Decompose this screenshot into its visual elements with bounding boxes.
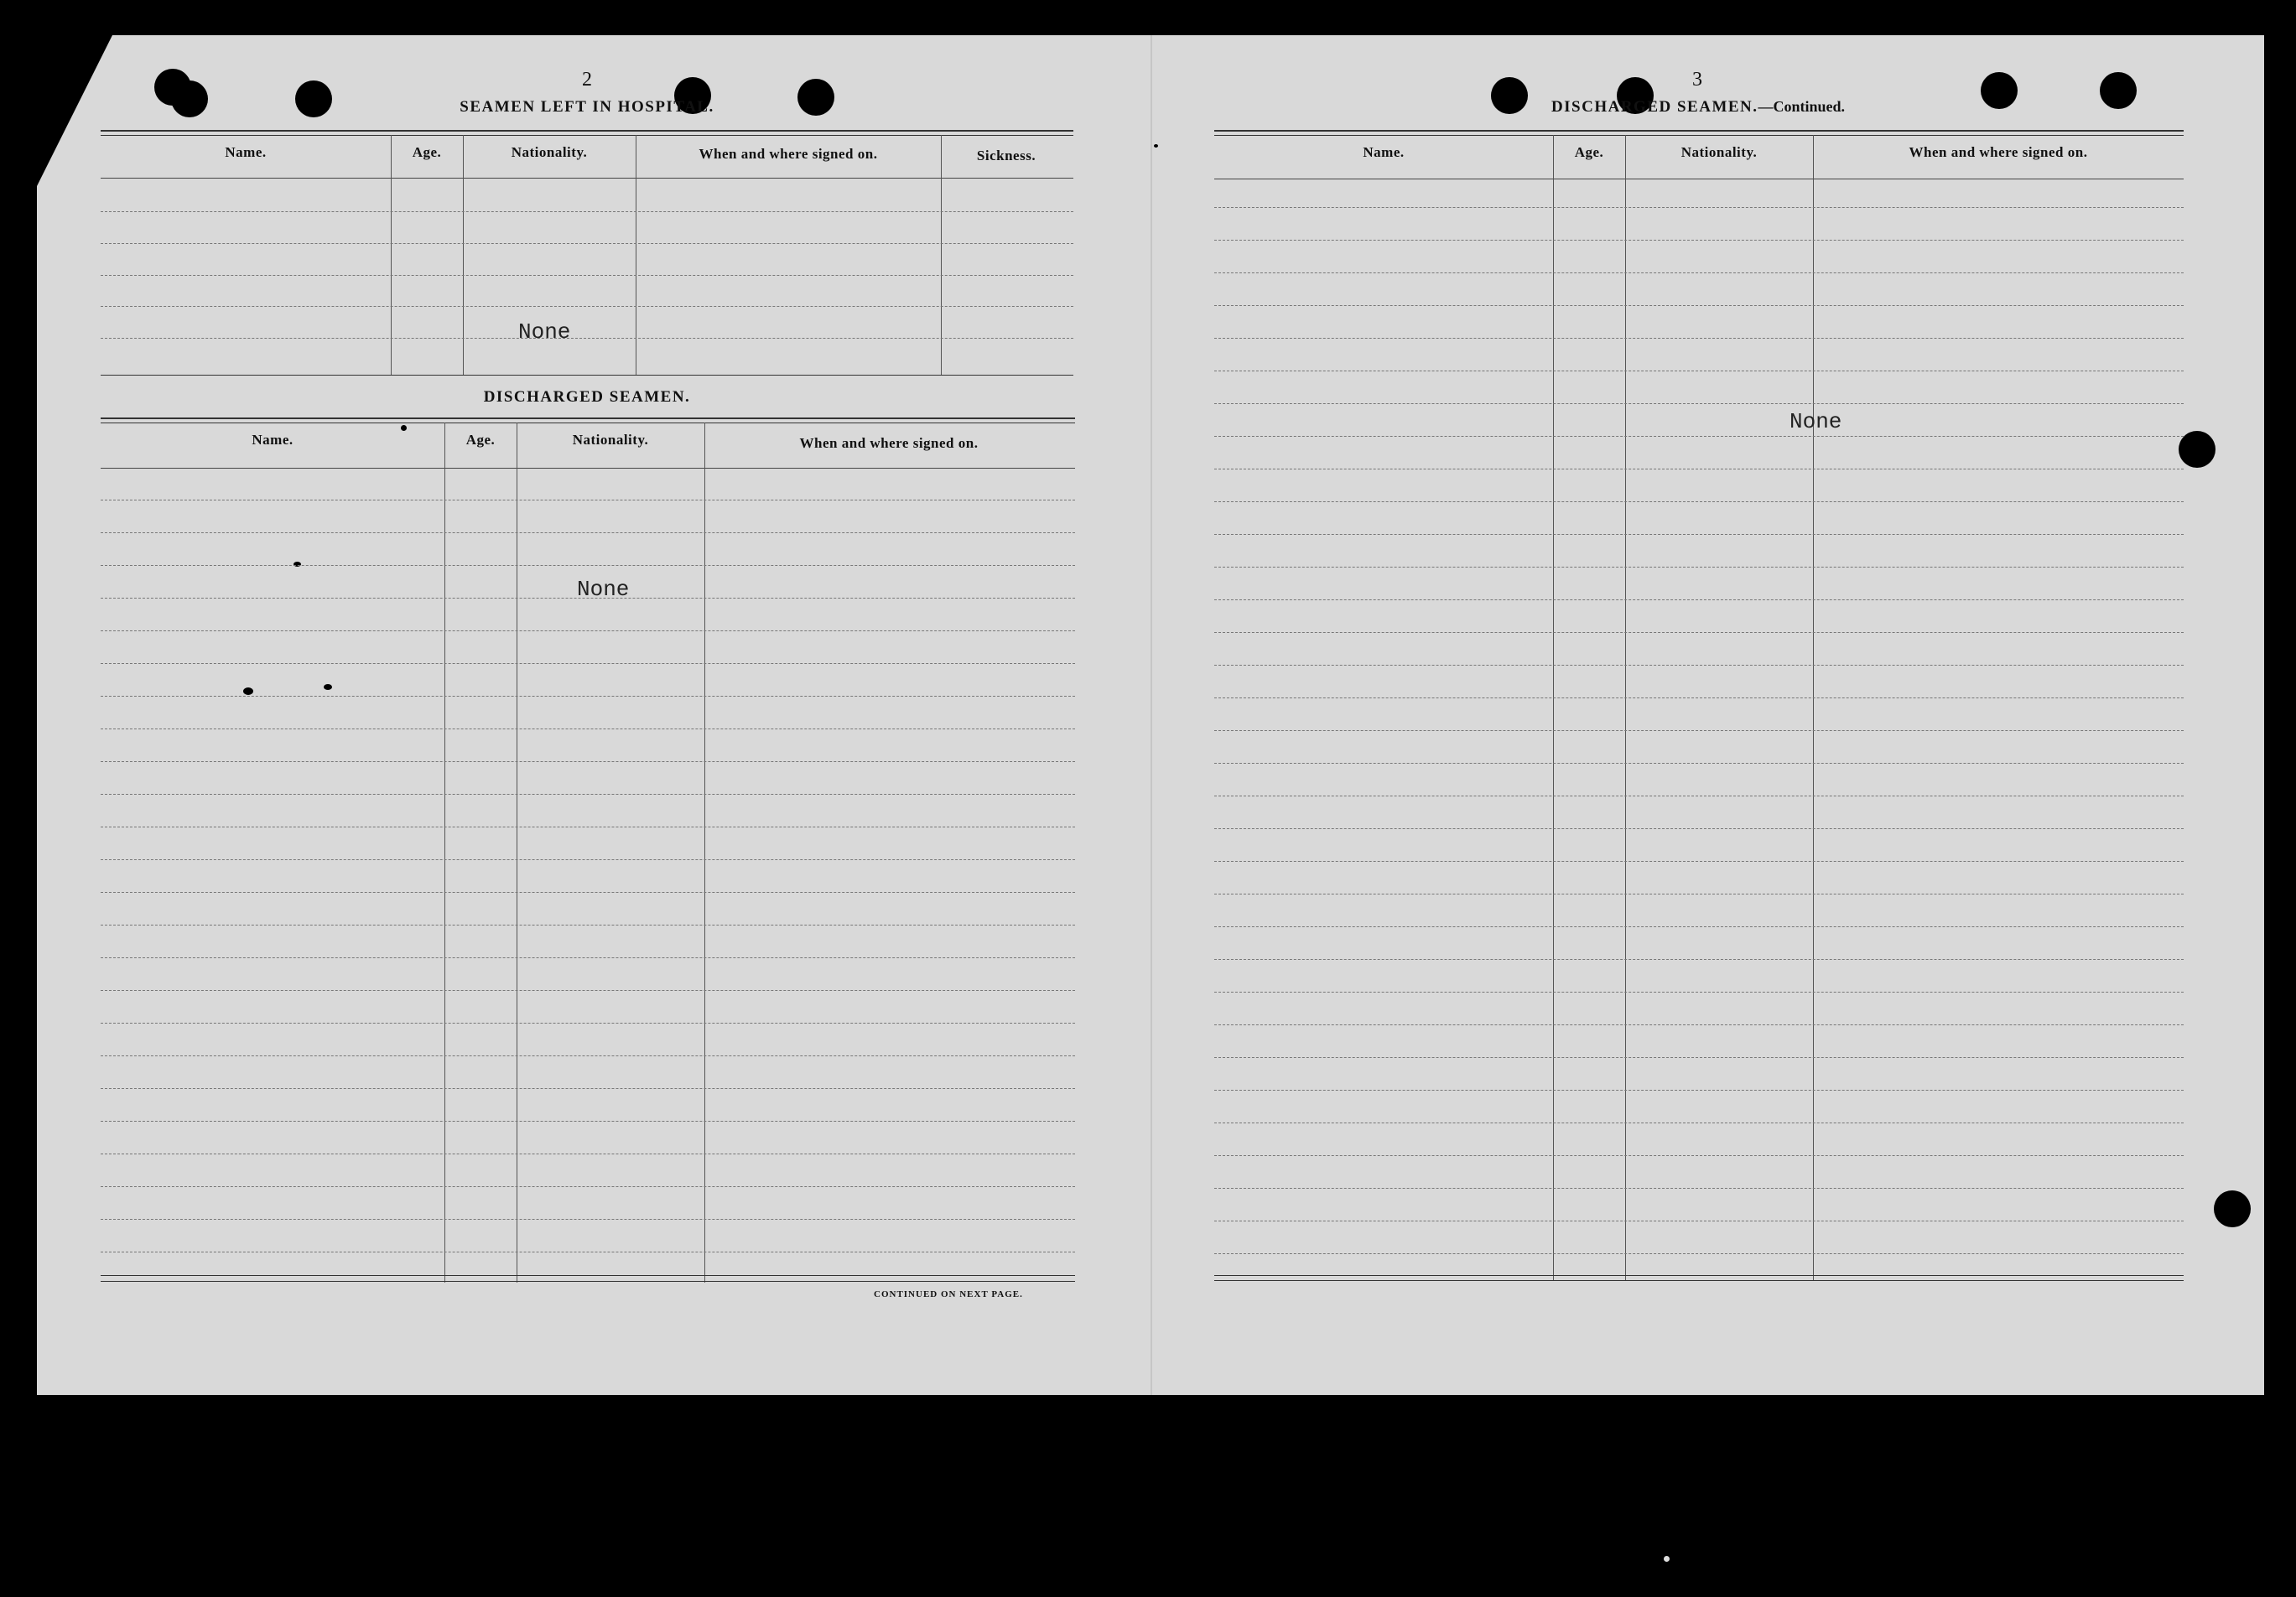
punch-hole [2179, 431, 2215, 468]
column-header-signed-on: When and where signed on. [699, 146, 878, 162]
column-header-age: Age. [1574, 144, 1604, 160]
column-header-name: Name. [225, 144, 267, 160]
punch-hole [171, 80, 208, 117]
column-header-age: Age. [465, 432, 496, 448]
discharged-table-left [101, 417, 1075, 1286]
typed-entry-none: None [518, 319, 571, 345]
page-number: 3 [1692, 69, 1702, 91]
section-title-text: DISCHARGED SEAMEN. [1551, 98, 1758, 116]
column-header-nationality: Nationality. [572, 432, 649, 448]
section-title-suffix: —Continued. [1758, 98, 1846, 115]
typed-entry-none: None [577, 577, 630, 602]
column-header-nationality: Nationality. [1680, 144, 1758, 160]
column-header-signed-on: When and where signed on. [799, 435, 979, 451]
column-header-age: Age. [412, 144, 442, 160]
hospital-table [101, 130, 1073, 377]
column-header-sickness: Sickness. [976, 148, 1036, 163]
column-header-name: Name. [1363, 144, 1405, 160]
page-fold [1151, 35, 1152, 1395]
typed-entry-none: None [1790, 409, 1842, 434]
column-header-nationality: Nationality. [511, 144, 588, 160]
punch-hole [2214, 1190, 2251, 1227]
punch-hole [1981, 72, 2018, 109]
column-header-signed-on: When and where signed on. [1909, 144, 2088, 160]
ink-speck [1154, 144, 1158, 148]
section-title-discharged-continued [1493, 98, 1904, 117]
page-number: 2 [582, 69, 592, 91]
section-title-hospital: SEAMEN LEFT IN HOSPITAL. [460, 98, 714, 116]
punch-hole [295, 80, 332, 117]
column-header-name: Name. [252, 432, 293, 448]
ink-speck [1664, 1556, 1670, 1562]
punch-hole [797, 79, 834, 116]
punch-hole [2100, 72, 2137, 109]
discharged-table-right [1214, 130, 2184, 1283]
section-title-discharged: DISCHARGED SEAMEN. [483, 388, 691, 406]
continued-note: CONTINUED ON NEXT PAGE. [874, 1289, 1023, 1299]
